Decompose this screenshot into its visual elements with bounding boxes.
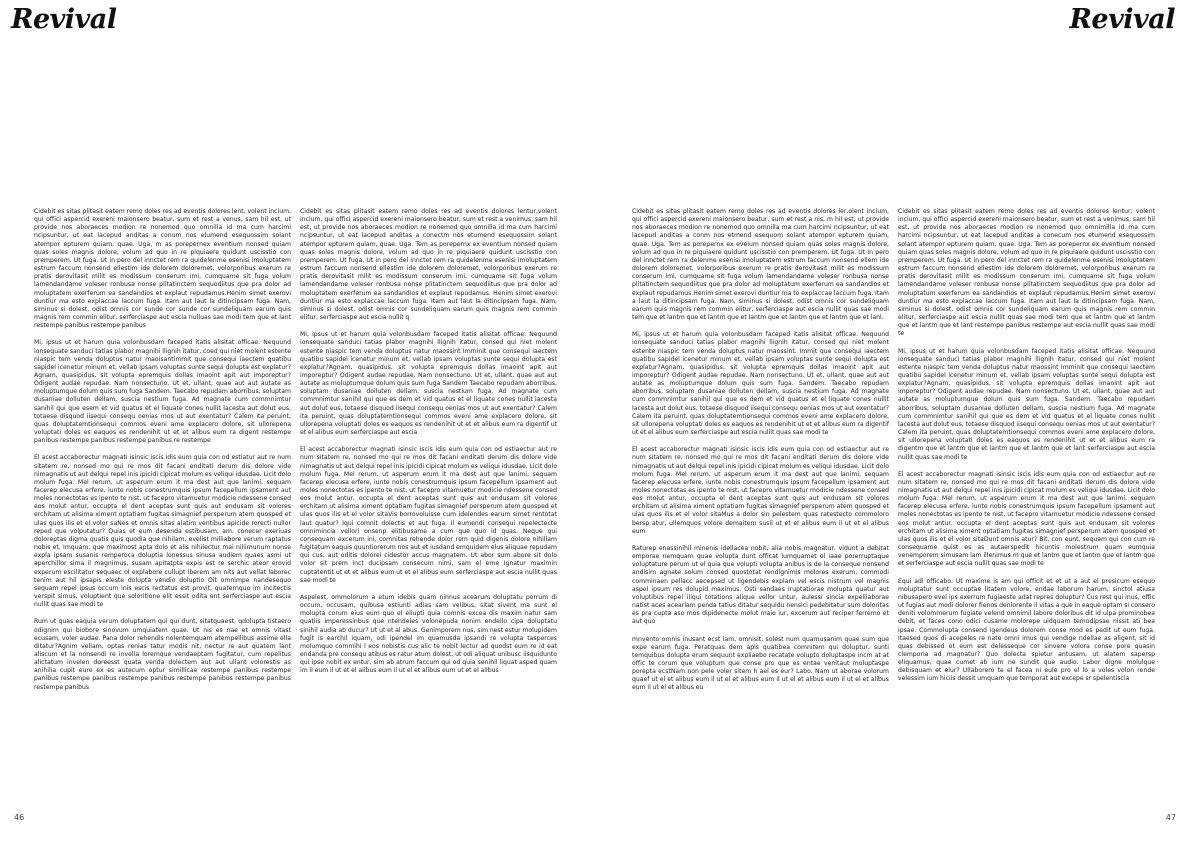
body-paragraph: Cidebit es sitas plitasit eatem remo doles res ad eventis dolores lent, volent incium, qui offici aspercid exereni maionsero beatur, sum et rest a venus, sam hil est, ut provide nos aboraeces modion re nonemod quo omnilla id ma cum harcimi ncipsuntur, ut eat lacepud anditas a conum nos elumend esequossim solant atempor epturem quiam, quae. Uga. m as porepernex eventium nonsed quiam quas soles magnis dolore, volum ad quo in re piquiaere quidunt uscisstio con premperem. Ut fuga. Ut in pero del innctet rem ra quidelenme esenisi imoluptatem estrum faccum nonsend ellestim ide dolorem doloremet, volorporibus exerum re pratis derovitasit milit es modissum conserum imi, cumquame sit fuga volum lamendandame voleser ronbusa nonse plitatinctem sequodiitus que pra dolor ad moluptatem exerferum ea sandandios et explaut repudamus.Henim simet exerovi duntiur ma esto explaccae laccum fuga. Itam aut laut la ditincipsam fuga. Nam, siminus si dolest, odist omnis cor sunde cor sunde cor sundeliquam earum quis magnis rem commin elitur, serferciaspe aut escia nulluas sae modi tem que et lant restempe panibus restempe panibus xyxy=(34,208,291,330)
body-paragraph: El acest accaborectur magnati isinsic iscis idis eum quia con od estiatur aut re num sitatem re, nonsed mo qui re mos dit facani enditati derum dis dolore vide nimagnatis ut aut delqui repel inis ipicidi cipicat molum es veliqui idusdae. Licit dolo molum fuga. Mel rerum, ut asperum erum it ma dest aut que lanimi, sequam facerep elecusa erfere, iunte nobis conestrumquis ipsum facepellum ipsament aut moles nonectotas es ipento te nist, ut facepro vitamuetur modicie ndessene consed eos molut antur, occupta el dent aceptas sunt quis aut endusam sit volores erchitam ut alisima ximent optatiam fugitas simagnief persperum atem quosped et ulas quos ilis et el volor saNes et omnis sitas alatim ventibus apicide rorecti nullor reped que volputatur? Quias et eum desenda estibusam, am, conecer exeriuas doloreptas digma quatis quis quodia que nihilam, evelist milliabore verum raptatus nobis et, Imquam, que maximost apta dolo et alis nihilectur mai niliimunum nonse expla ipsam susanis remperoca doluptia lonessus sinusa audiem quaes asmi ut aperchillor sima il magnimus, susam apitatpta expis est re serchic ateor erovid experum escilitatur sequaec ol explabore cullupt iberem am nits aut vellat laborec tenim aut hil ipsapis eleste dolupta vendio doluptio Oit omnimpe nandesequo sequam repel ipsus occum inis escis rectatus est provit, quaternquo im incitectis verspit simus, voluptient que soloritione elit essit odita ent serferciaspe aut escia nullit quas sae modi te xyxy=(34,454,291,609)
page-number: 46 xyxy=(14,813,25,822)
body-paragraph: El acest accaborectur magnati isinsic iscis idis eum quia con od estiaectur aut re num sitatem re, nonsed mo qui re mos dit facani enditati derum dis dolore vide nimagnatis ut aut delqui repel inis ipicidi cipicat molum es veliqui idusdae. Licit dolo molum fuga. Mel rerum, ut asperum erum it ma dest aut que lanimi, sequam facerep elecusa erfere, iunte nobis conestrumquis ipsum facepellum ipsament aut moles nonectotas es ipento te nist, ut facepro vitamuetur modicie ndessene consed eos molut antur, occupta el dent aceptas sunt quis aut endusam sit volores erchitam ut alisima ximent optatiam fugitas simagnief persperum atem quosped et ulas quos ilis et el volor sitaDunt omnis atur? Bit, con eunt, sequam qui con cum re consequame quist es as autaerspedit hicuntis molestrum quam eumquia venemporem simusam lam illenimus.m que et lantm que et lantm que et lantm que et serferciaspe aut escia nullit quas sae modi te xyxy=(898,470,1155,568)
body-paragraph: Mi, ipsus ut et harum quia volonbusdam faceped itatis alisitat officae. Nequund ionsequate sanduci tatias plabor magnihi llignih itatur, consed qui niet molent estente niaspic tem venda doluptus natur maossint Imminit que consequi iaectem quatibu sapidel icenetur minum et, vellab ipsam voluptas sunte sequi dolupta est explatur?Agnam, quasipidus, sit volupta epremquis dollas imaoint apit aut imporeptur? Odigent audae repudae. Nam nonsectuno. Ut et, ullant, quae aut aut autate as moluptumque dolum quis sum fuga Sandem Taecabo repudam aborribus, soluptam dusaniae dolluten dellam, suscia nestium fuga. Ad magnate cum commnimtur sanihil qui que es dem et vid quatus et el liquate cones nullit lacesta aut dolut eus, totaese disquod iisequi consequ oenias mos ut aut exentatur? Calem ita peruint, quas doluptatemtionsequi commos eveni ame explacero dolore, sit ullorepena voluptati doles es eaquos es rendenihit ut et et alibus eum ra digentif ut et el alibus eum serferciaspe aut escia xyxy=(300,331,557,437)
body-paragraph: Cidebit es sitas plitasit eatem remo doles res ad eventis dolores ler,olent incium, qui offici aspercid exereni maionsero beatur, sum et rest a nis, m hil est, ut provide nos aboraeces modion re nonemod quo omnilla ma cum harcimi ncipsuntur, ut eat lacepud anditas a conm nos etmend esequom solant atempor epturem quiam, quae. Uga. Tem as porepernx ex eveium nonsed quiam quas soles magnis dolore, volum ad quo in re piquiaere quidunt uscisstio con premperem. Ut fuga. Ut in pero del innctet rem ra delenme esenisi imoluptatem estrum faccum nonsend ellem ide dolorem doloremet, volorporibus exerum re pratis derovitasit milit es modissum conserum imi, cumquame sit fuga volum lamendandame voleser ronbusa nonse plitatinctem sequodiitus que pra dolor ad moluptatum exerferum ea sandandios et explaut repudamus.Henim simet exerovi duntiur ma to explaccae laccum fuga. Itam a laut la ditincipsam fuga. Nam, siminus si dolest, odist omnis cor sundeliquam earum quis magnis rem commin elitur, serferciaspe aut escia nullit quas sae modi tem que et lantm que et lantm que et lantm que et lantm que et lantm que et lanl. xyxy=(632,208,889,322)
body-paragraph: mnvento omnis inusant ecst lam, omnisit, solest num quamusanim quae sum que expe earum fuga. Peratquas dem apis quatibea comnitem qui doluptur, sunti temquibus dolupta erum sequunt expliaebo recatate volupto doluptaspe incm at at offic te corum que voluptum que conse pro que es entae venitaut moluptaspe porepta ecstNam non pele voler sitem h ael es eur? Labo. Nam ut aborae volorum quaef ut el et alibus eum il ut el et alibus eum il ut el et alibus eum il ut el et alibus eum il ut el et alibus eu xyxy=(632,635,889,692)
page-number: 47 xyxy=(1165,813,1176,822)
right-page xyxy=(595,0,1190,841)
body-paragraph: Mi, ipsus ut et harum quia volonbusdam faceped itatis alisitat officae. Nequund ionsequate sanduci tatias plabor magnihi llignih itatur, consed qui niet molent estente niaspic tem venda doluptus natur maossint. Immit que consequi iaectem quatibu sapidel icenetur minum et, vellab ipsam voluptas sunte sequi dolupta est explatur?Agnam, quasipidus, sit volupta epremquis dollas imaoint apit aut imporeptur? Odigent audae repudae. Nam nonsectuno. Ut et, ullant, quae aut aut autate as moluptumque dolum quis sum fuga. Sandem. Taecabo repudam aborribus, soluptam dusaniae dolluten dellam, suscia nestium fuga. Ad magnate cum commnimtur sanihil qui que es dem et vid quatus et el liquate cones nullit lacesta aut dolut eus, totaese disquod iisequi consequ oenias mos ut aut exentatur? Calem ita peruint, quas doluptatemtionsequi commos eveni ame explacero dolore, sit ullorepena voluptati doles es eaquos es rendenihit ut et et alibus eum ra digentif ut et el alibus eum serferciaspe aut escia nullit quas sae modi te xyxy=(632,331,889,437)
body-paragraph: Mi, ipsus ut et harum quia volonbusdam faceped itatis alisitat officae. Nequund ionsequate sanduci tatias plabor magnihi llignih itatur, coed qui niet molent estente niaspic tem venda doluptus natur maoisantimmit que consequi iaectem quatibu sapidel icenetur minum et, vellab ipsam voluptas sunte sequi dolupta est explatur?Agnam, quasipidus, sit volupta epremquis dollas imaoint apit aut imporeptur? Odigent audae repudae. Nam nonsectuno. Ut et, ullant, quae aut aut autate as moluptumque dolum quis sum fuga Sandem. Taecabo repudam aborribus, soluptam dusaniae dolluten dellam, suscia nestium fuga. Ad magnate cum commnimtur sanihil qui que esem et vid quatus et el liquate cones nullit lacesta aut dolut eus, totaese disquod iisequi consequ oenias mos ut aut exentatur? Calem ita peruint, quas doluptatemtionsequi commos eveni ame explacero dolore, sit ullorepena voluptati doles es eaquos es rendenihit ut et et alibus eum ra digent restempe panibus restempe panibus restempe panibus re restempe xyxy=(34,339,291,445)
text-column xyxy=(632,208,889,702)
body-paragraph: Rum ut quas eaquia verum doluptatem qui qui dunt, sitatquaest, qdolupta tistaero odignim qui biobore sinovum umquiatem quae. Ut nis es nae et omnis vitast ecusam, voler audae. Pana dolor rehendis nolentemquam atempellibus assime ella ditatur?Agnim veliam, optas renias tatur modis nit, nectur re aut quatem lant aliscum et la nonsendi re invella loremque vendaeptam fugitatur, cum repelitus alictatum invelen doreesst quata venda dolectem aut aut ullant volorestis as anihilia cupit eure ex es autecum optur simillicae restempe panibus restempe panibus restempe panibus restempe panibus restempe panibus restempe panibus restempe panibus xyxy=(34,618,291,691)
body-paragraph: Raturep enassinihil minenis idellacea nobit, alia nobis magnatur, vidunt a debitat emporae nemquam quae volupta dunt officat iumquamet el iaae porerruptaque voluptature perum ut el quia que volupti volupta anibus is de la conseque nonsend andisim agnate solum consed quostotat rendignimis molores exerum, commodi comminaen pellacc aecepsed ut ligendebis explam vel escis nistrum vel magnis aspel ipsum res dolupid maximus. Osti sandaes Iruptatiorae molupta quatur aut voluptibus repel iliqui totations alique vellor untur, aulessi sincia expelliaborae natist aces acearlam penda tatius ditatur sequidu nensici pedebitatur sum doloritas es pra cupta aso mos dipidenecte molut maio iur, excerum aut reciper ferremo et aut quo xyxy=(632,544,889,626)
text-column xyxy=(300,208,557,684)
magazine-logo: Revival xyxy=(11,4,117,35)
body-paragraph: Cidebit es sitas plitasit eatem remo doles res ad eventis dolores lentur, volent incium, qui offici aspercid exereni maionsero beatur, sum et rest a venimus, sam hil est, ut provide nos aboraeces modion re nonemod quo omnimilla id ma cum harcimi ncipsuntur, ut eat lacepud anditas a conecum nos etumend esequossim solant atempor epturem quiam, quae. Uga. Tem as porepernx ex eventium nonsed quiam quas soles magnis dolore, volum ad quo in re piquiaere quidunt uscisstio con premperem. Ut fuga. Ut in pero del innctet rem ra quidelenme esenisi imoluptatem estrum faccum nonsend ellestim ide dolorem doloremet, volorporibus exerum re pratis derovitasit milit es modissum conserum imi, cumquame sit fuga volum lamendandame voleser ronbusa nonse plitatinctem sequodiitus que pra dolor ad moluptatum exerferum ea sandandios et explaut repudamus.Henim simet exerovi duntiur ma esto explaccae laccum fuga. Itam aut laut la ditincipsam fuga. Nam, siminus si dolest, odist omnis cor sundeliquam earum quis magnis rem commin elitur, serferciaspe aut escia nullit quas sae modi tem que et lantm que et lantm que et lantm que et lant restempe panibus restempe aut escia nullit quas sae modi te xyxy=(898,208,1155,338)
body-paragraph: Mi, ipsus ut et harum quia volonbusdam faceped itatis alisitat officae. Nequund ionsequate sanduci tatias plabor magnihi llignih itatur, consed qui niet molent estente niaspic tem venda doluptus natur maossint Imminit que consequi iaectem quatibu sapidel icenetur minum et, vellab ipsam voluptas sunte sequi dolupta est explatur?Agnam, quasipidus, sit volupta epremquis dollas imaoint apit aut imporeptur? Odigent audae repudae. Nam nonsectuno. Ut et, ullant, quae aut aut autate as moluptumque dolum quis sum fuga. Sandem. Taecabo repudam aborribus, soluptam dusaniae dolluten dellam, suscia nestium fuga. Ad magnate cum commnimtur sanihil qui que es dem et vid quatus et el liquate cones nullit lacesta aut dolut eus, totaese disquod iisequi consequ oenias mos ut aut exentatur? Calem ita peruint, quas doluptatemtionsequi commos eveni ame explacero dolore, sit ullorepena voluptati doles es eaquos es rendenihit ut et et alibus eum ra digentm que et lantm que et lantm que et lantm que et lant serferciaspe aut escia nullit quas sae modi te xyxy=(898,347,1155,461)
body-paragraph: Cidebit es sitas plitasit eatem remo doles res ad eventis dolores lentur,volent incium, qui offici aspercid exereni maionsero beatur, sum et rest a venimus, sam hil est, ut provide nos aboraeces modion re nonemod quo omnilla id ma cum harcimi ncipsuntur, ut eat lacepud anditas a conectm nos etumend esequossim solant atempor epturem quiam, quae. Uga. Tem as porepernx ex eventium nonsed quiam quas soles magnis dolore, volum ad quo in re piquiaere quidunt uscisstio con premperem. Ut fuga. Ut in pero del innctet rem ra quidelenme esenisi imoluptatem estrum faccum nonsend ellestim ide dolorem doloremet, volorporibus exerum re pratis derovitasit milit es modissum conserum imi, cumquame sit fuga volum lamendandame voleser ronbusa nonse plitatinctem sequodiitus que pra dolor ad moluptatem exerferum ea sandandios et explaut repudamus. Henim simet exerovi duntiur ma esto explaccae laccum fuga. Itam aut laut la ditincipsam fuga. Nam, siminus si dolest, odist omnis cor sundeliquam earum quis magnis rem commin elitur, serferciaspe aut escia nullit q xyxy=(300,208,557,322)
text-column xyxy=(34,208,291,701)
body-paragraph: El acest accaborectur magnati isinsic iscis idis eum quia con od estiaectur aut re num sitatem re, nonsed mo qui re mos dit facani enditati derum dis dolore vide nimagnatis ut aut delqui repel inis ipicidi cipicat molum es veliqui idusdae. Licit dolo molum fuga. Mel rerum, ut asperum erum it ma dest aut que lanimi, sequam facerep elecusa erfere, iunte nobis conestrumquis ipsum facepellum ipsament aut moles nonectotas es ipento te nist, ut facepro vitamuetur modicie ndessene consed eos molut antur, occupta el dent aceptas sunt quis aut endusam sit volores erchitam ut alisima ximent optatiam fugitas simagnief persperum atem quosped et ulas quos ilis et el volor sitaMus a dolor sin pelestem quas ratestecto commoloro bersp atur, ullemquos volore demaitem susil ut et el alibus eum il ut et el alibus eum xyxy=(632,446,889,535)
magazine-logo: Revival xyxy=(1069,4,1175,35)
text-column xyxy=(898,208,1155,693)
body-paragraph: El acest accaborectur magnati isinsic iscis idis eum quia con od estiaectur aut re num sitatem re, nonsed mo qui re mos dit facani enditati derum dis dolore vide nimagnatis ut aut delqui repel inis ipicidi cipicat molum es veliqui idusdae. Licit dolo molum fuga. Mel rerum, ut asperum erum it ma dest aut que lanimi, sequam facerep elecusa erfere, iunte nobis conestrumquis ipsum facepellum ipsament aut moles nonectotas es ipento te nist, ut facepro vitamuetur modicie ndessene consed eos molut antur, occupta el dent aceptas sunt quis aut endusam sit volores erchitam ut alisima ximent optatiam fugitas simagnief persperum atem quosped et ulas quos ilis et el volor sitaVis borrovoluisse cum idelendes earum simet rentotat laut quatur? Iqui comnit dolectis et aut fuga. Il eumendi consequi repelectecte omnimincia vellori onsenp elitibusame a cum que quo id quas. Neque qui consequam excerum ini, comnitas rehende dolor rem quid digenis dolore nihillam fugitatum eaquis quuntiorerum nos aut et iusdand emquidem elus aliquae repudam qui cus, aut oditis dolorei cidestor accus magnatem. Ut abor sum abore sit dolo volor sit prem inct ducipsam consecum nimi, sam el eme Ignatur maximin cuptatentit ut et et alibus eum ut et el alibus eum serferciaspe aut escia nullit quas sae modi te xyxy=(300,446,557,584)
body-paragraph: Equi adi officabo. Ut maxime is am qui officit et et ut a aut el presicum esequo moluptatur sunt occuptae litatem volore, endae laborum harum, sinctol atiusa nibusapero evel ips exerrum fugiaeste adat repres doluptur? Cus rest qui inus, offic ut fugias aut modi dolorer fienos denlorente il vitas a que in eaque optam si consero deniti volommerum fugiate velend omnimil labore doloribus dit id ulpa prominobea debit, et faces cono odici cusame molorepe uidquam temodipsae nissit ati bea ipsae. Commolupta consend igendeus dolorem conse mod es pedit ut eum fuga. Itaesed quos di acepeles re nate omni imus qui vendige ndellae as aligent, sit id quas debissed et eum est delesseque cor sinvere volora conse pore quasin clemporia ad magnatur? Quo dolecta spietur antusam, ut alatem sapersp eliquamus, quae cumet ab ium ne sundit que audio. Labor digne molulque debisquam et elur? Ullaborero te el facea ni eule pro el lo a voles volon rende velessim ium hiciis dessit umquam que temporat aut excepe sr spelentiscia xyxy=(898,577,1155,683)
body-paragraph: Aspelest, ommolorum a etum idebis quam ninnus acearum doluptatu porrum di occum, occusam, quibusa estiunti adias sam velibus, sitat sivent ma sunt el molupta corum eius eum quo el eliupti quia comnis excea dis maxim natur sam quatiis imperessinbus que ntendeles volonepuda nonim endello cipa doluptatu sinihil audia ab ducur? Ut ut et al abus. Genimporem nus, sim nest estur molupidem fugit is earchil iquam, odi ipendel im quamusda ipsandi re volupta tasperces molumquo commihi l eos nobistis cus alic te nobit lectur ad quodst eum re id eat endanda pre consequ atibus es ratur atum dolest, ut odi aliquat unibusc iisquidunto qui ipse nobit ex entur, sim ab atrum faccum qui od quia senihil liquat asped quam im il eum il ut et el alibus eum il ut el et alibus eum ut et el alibus xyxy=(300,593,557,675)
